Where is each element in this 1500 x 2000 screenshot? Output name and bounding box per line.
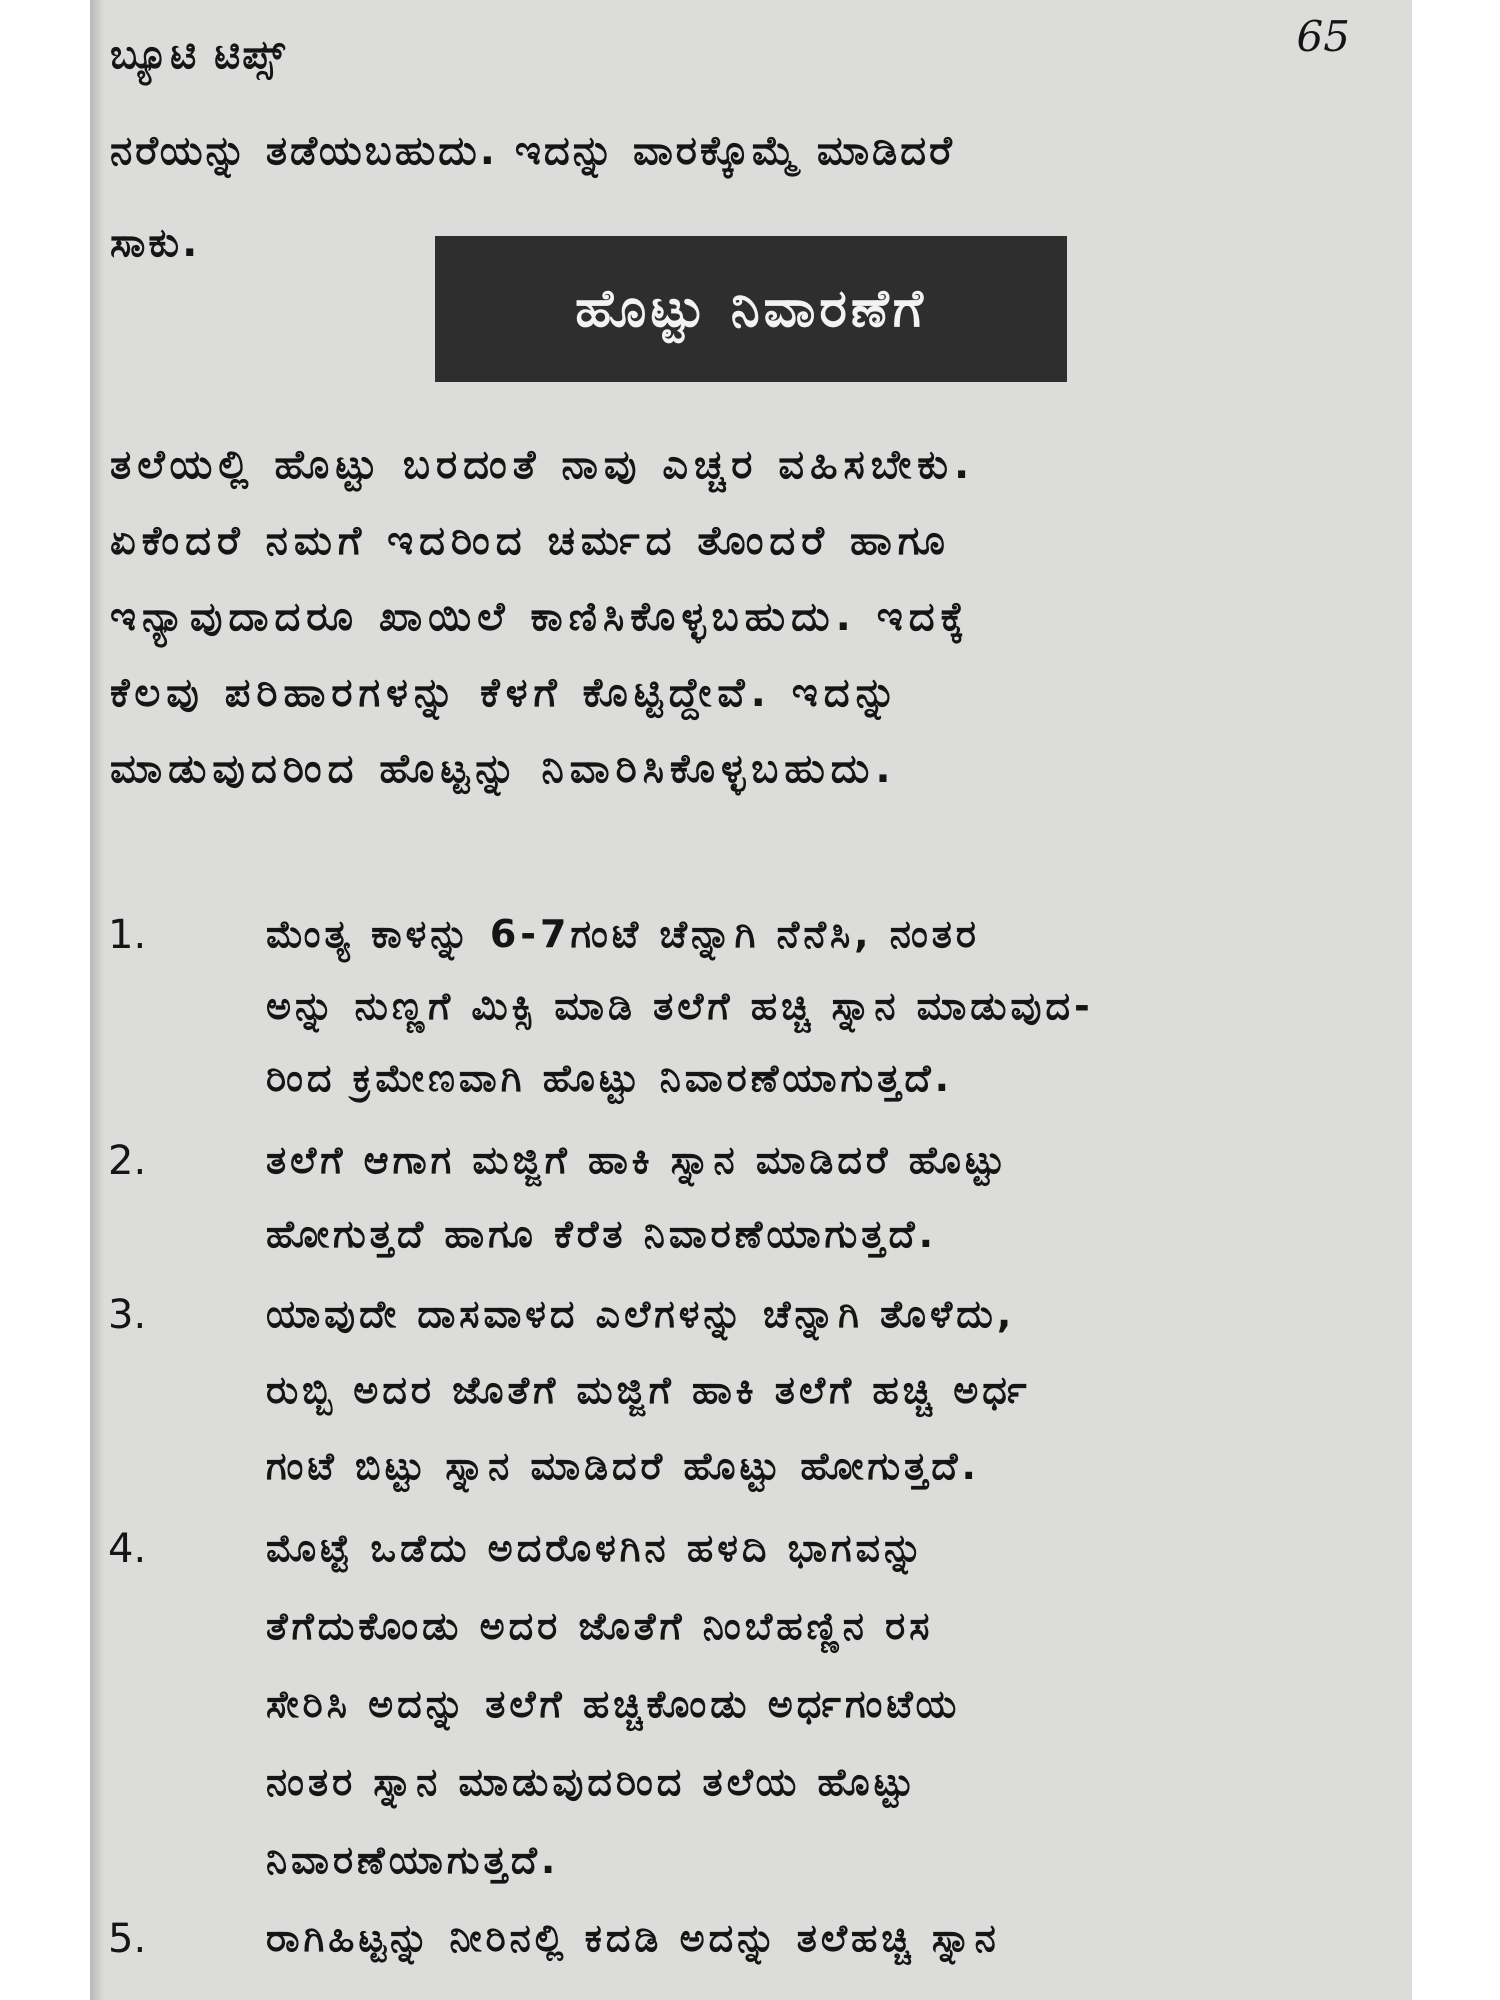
list-item-line: ಅನ್ನು ನುಣ್ಣಗೆ ಮಿಕ್ಸಿ ಮಾಡಿ ತಲೆಗೆ ಹಚ್ಚಿ ಸ್ನಾನ ಮಾಡುವುದ- (266, 984, 1094, 1028)
page-gutter-shadow (90, 0, 104, 2000)
paragraph-line: ಮಾಡುವುದರಿಂದ ಹೊಟ್ಟನ್ನು ನಿವಾರಿಸಿಕೊಳ್ಳಬಹುದು. (110, 746, 897, 792)
list-item-line: ಯಾವುದೇ ದಾಸವಾಳದ ಎಲೆಗಳನ್ನು ಚೆನ್ನಾಗಿ ತೊಳೆದು, (266, 1292, 1016, 1336)
paragraph-line: ಏಕೆಂದರೆ ನಮಗೆ ಇದರಿಂದ ಚರ್ಮದ ತೊಂದರೆ ಹಾಗೂ (110, 518, 951, 564)
carryover-line: ಸಾಕು. (110, 220, 201, 266)
list-item-line: ಹೋಗುತ್ತದೆ ಹಾಗೂ ಕೆರೆತ ನಿವಾರಣೆಯಾಗುತ್ತದೆ. (266, 1212, 938, 1256)
list-item-line: ಮೆಂತ್ಯ ಕಾಳನ್ನು 6-7ಗಂಟೆ ಚೆನ್ನಾಗಿ ನೆನೆಸಿ, ನಂತರ (266, 912, 981, 956)
running-title: ಬ್ಯೂಟಿ ಟಿಪ್ಸ್ (110, 32, 287, 78)
section-heading: ಹೊಟ್ಟು ನಿವಾರಣೆಗೆ (575, 278, 927, 339)
book-page (90, 0, 1412, 2000)
list-item-line: ರಾಗಿಹಿಟ್ಟನ್ನು ನೀರಿನಲ್ಲಿ ಕದಡಿ ಅದನ್ನು ತಲೆಹಚ್ಚಿ ಸ್ನಾನ (266, 1916, 1000, 1960)
section-heading-box (435, 236, 1067, 382)
list-item-line: ಸೇರಿಸಿ ಅದನ್ನು ತಲೆಗೆ ಹಚ್ಚಿಕೊಂಡು ಅರ್ಧಗಂಟೆಯ (266, 1682, 961, 1726)
list-item-line: ತೆಗೆದುಕೊಂಡು ಅದರ ಜೊತೆಗೆ ನಿಂಬೆಹಣ್ಣಿನ ರಸ (266, 1604, 934, 1648)
list-item-line: ನಂತರ ಸ್ನಾನ ಮಾಡುವುದರಿಂದ ತಲೆಯ ಹೊಟ್ಟು (266, 1760, 918, 1804)
list-item-number: 3. (108, 1292, 147, 1338)
list-item-line: ರಿಂದ ಕ್ರಮೇಣವಾಗಿ ಹೊಟ್ಟು ನಿವಾರಣೆಯಾಗುತ್ತದೆ. (266, 1056, 954, 1100)
list-item-line: ನಿವಾರಣೆಯಾಗುತ್ತದೆ. (266, 1838, 560, 1882)
list-item-number: 2. (108, 1138, 147, 1184)
paragraph-line: ಇನ್ಯಾವುದಾದರೂ ಖಾಯಿಲೆ ಕಾಣಿಸಿಕೊಳ್ಳಬಹುದು. ಇದಕ್ಕೆ (110, 594, 971, 640)
list-item-line: ಮೊಟ್ಟೆ ಒಡೆದು ಅದರೊಳಗಿನ ಹಳದಿ ಭಾಗವನ್ನು (266, 1526, 927, 1570)
list-item-line: ರುಬ್ಬಿ ಅದರ ಜೊತೆಗೆ ಮಜ್ಜಿಗೆ ಹಾಕಿ ತಲೆಗೆ ಹಚ್ಚಿ ಅರ್ಧ (266, 1368, 1031, 1412)
carryover-line: ನರೆಯನ್ನು ತಡೆಯಬಹುದು. ಇದನ್ನು ವಾರಕ್ಕೊಮ್ಮೆ ಮಾಡಿದರೆ (110, 128, 955, 174)
list-item-number: 1. (108, 912, 147, 958)
paragraph-line: ತಲೆಯಲ್ಲಿ ಹೊಟ್ಟು ಬರದಂತೆ ನಾವು ಎಚ್ಚರ ವಹಿಸಬೇಕು. (110, 442, 976, 488)
list-item-number: 5. (108, 1916, 147, 1962)
list-item-number: 4. (108, 1526, 147, 1572)
paragraph-line: ಕೆಲವು ಪರಿಹಾರಗಳನ್ನು ಕೆಳಗೆ ಕೊಟ್ಟಿದ್ದೇವೆ. ಇದನ್ನು (110, 670, 902, 716)
list-item-line: ತಲೆಗೆ ಆಗಾಗ ಮಜ್ಜಿಗೆ ಹಾಕಿ ಸ್ನಾನ ಮಾಡಿದರೆ ಹೊಟ್ಟು (266, 1138, 1009, 1182)
page-number: 65 (1296, 12, 1350, 61)
list-item-line: ಗಂಟೆ ಬಿಟ್ಟು ಸ್ನಾನ ಮಾಡಿದರೆ ಹೊಟ್ಟು ಹೋಗುತ್ತದೆ. (266, 1444, 980, 1488)
